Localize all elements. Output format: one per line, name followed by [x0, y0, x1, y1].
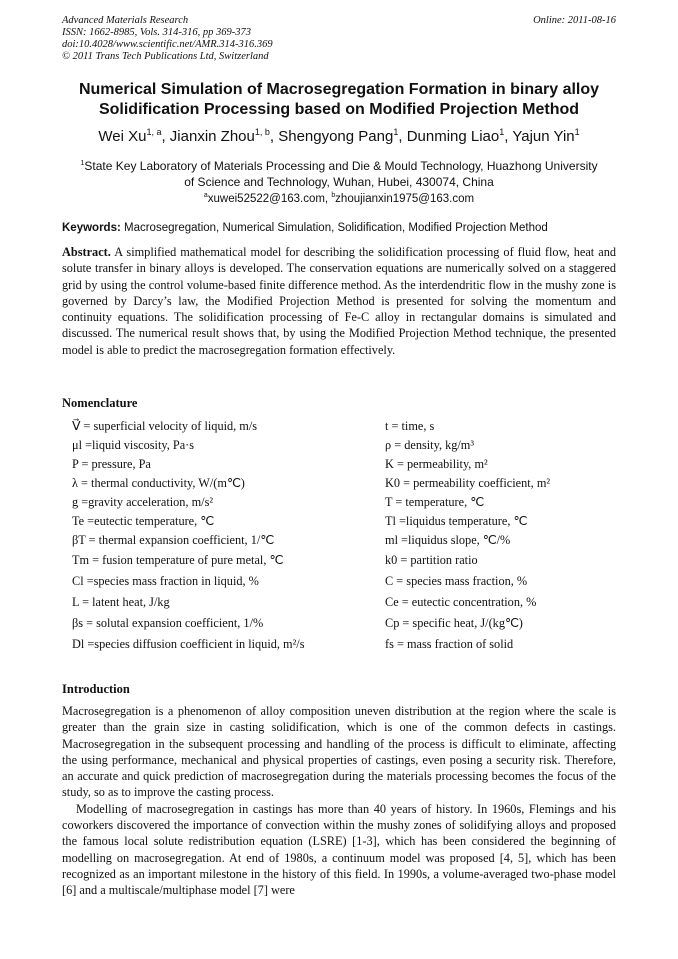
author-sup: 1, a: [146, 127, 162, 137]
online-date: Online: 2011-08-16: [533, 15, 616, 26]
introduction-heading: Introduction: [62, 682, 130, 696]
doi-line: doi:10.4028/www.scientific.net/AMR.314-316.369: [62, 39, 273, 50]
keywords: [62, 222, 616, 234]
email-b-sup: b: [331, 192, 336, 199]
author-emails: [62, 192, 616, 205]
title-line-2: Solidification Processing based on Modified Projection Method: [98, 101, 580, 118]
author-name: Shengyong Pang: [278, 128, 394, 145]
abstract-text: A simplified mathematical model for describing the solidification processing of fluid flow, heat and solute transfer in binary alloys is developed. The conservation equations are numerically solved on a staggered grid by using the control volume-based finite difference method. As the interdendritic flow in the mushy zone is governed by Darcy’s law, the Modified Projection Method is presented for solving the momentum and continuity equations. The solidification processing of Fe-C alloy in rectangular domains is simulated and discussed. The numerical result shows that, by using the Modified Projection Method technique, the presented model is able to predict the macrosegregation formation effectively.: [62, 245, 616, 357]
nomen-right: T = temperature, ℃: [385, 495, 485, 509]
abstract: [62, 244, 616, 358]
author-name: Jianxin Zhou: [169, 128, 255, 145]
nomen-left: μl =liquid viscosity, Pa·s: [72, 438, 195, 452]
nomenclature-row: [72, 595, 638, 615]
nomen-left: g =gravity acceleration, m/s²: [72, 495, 214, 509]
author-sup: 1: [574, 127, 580, 137]
nomen-right: t = time, s: [385, 419, 435, 433]
journal-name: Advanced Materials Research: [62, 15, 189, 26]
keywords-label: Keywords:: [62, 222, 121, 234]
nomen-left: V⃗ = superficial velocity of liquid, m/s: [72, 419, 258, 433]
nomen-left: Cl =species mass fraction in liquid, %: [72, 574, 259, 588]
nomen-right: K = permeability, m²: [385, 457, 488, 471]
author-sup: 1: [499, 127, 505, 137]
nomen-left: Te =eutectic temperature, ℃: [72, 514, 215, 528]
paper-title: [40, 80, 638, 120]
copyright-line: © 2011 Trans Tech Publications Ltd, Switzerland: [62, 51, 269, 62]
nomen-right: ρ = density, kg/m³: [385, 438, 475, 452]
author-sup: 1, b: [254, 127, 270, 137]
author-list: Wei Xu$^{1, a}$, Jianxin Zhou$^{1, b}$, Shengyong Pang$^1$, Dunming Liao$^1$, Yajun Yin$^1$: [98, 127, 580, 145]
nomenclature-row: [72, 419, 638, 439]
nomenclature-row: [72, 637, 638, 657]
email-a-sup: a: [203, 192, 208, 199]
nomenclature-row: [72, 438, 638, 458]
nomen-left: L = latent heat, J/kg: [72, 595, 170, 609]
nomenclature-row: [72, 553, 638, 573]
email-a[interactable]: xuwei52522@163.com,: [207, 192, 329, 205]
abstract-label: Abstract.: [62, 245, 111, 259]
nomen-left: βT = thermal expansion coefficient, 1/℃: [72, 533, 275, 547]
nomen-left: βs = solutal expansion coefficient, 1/%: [72, 616, 264, 630]
author-name: Dunming Liao: [406, 128, 500, 145]
email-b[interactable]: zhoujianxin1975@163.com: [335, 192, 475, 205]
nomen-right: K0 = permeability coefficient, m²: [385, 476, 551, 490]
nomen-left: P = pressure, Pa: [72, 457, 151, 471]
nomenclature-row: [72, 533, 638, 553]
nomen-right: fs = mass fraction of solid: [385, 637, 514, 651]
author-name: Wei Xu: [98, 128, 147, 145]
affiliation-line-2: of Science and Technology, Wuhan, Hubei, 430074, China: [184, 175, 494, 189]
nomenclature-row: [72, 495, 638, 515]
intro-paragraph-2: Modelling of macrosegregation in castings has more than 40 years of history. In 1960s, Flemings and his coworkers discovered the importance of convection within the mushy zones of solidifying alloys and proposed the famous local solute redistribution equation (LSRE) [1-3], which has been considered the beginning of modelling on macrosegregation. At end of 1980s, a continuum model was proposed [4, 5], which has been recognized as an important milestone in the history of this field. In 1990s, a volume-averaged two-phase model [6] and a multiscale/multiphase model [7] were: [62, 801, 616, 898]
issn-line: ISSN: 1662-8985, Vols. 314-316, pp 369-373: [62, 27, 251, 38]
nomenclature-row: [72, 457, 638, 477]
nomen-right: Tl =liquidus temperature, ℃: [385, 514, 528, 528]
nomenclature-heading: Nomenclature: [62, 396, 138, 410]
author-sup: 1: [393, 127, 399, 137]
affiliation-sup: 1: [80, 158, 85, 167]
intro-paragraph-1: Macrosegregation is a phenomenon of alloy composition uneven distribution at the region where the scale is greater than the grain size in casting solidification, which is one of the common defects in castings. Macrosegregation in the subsequent processing and handling of the process is difficult to eliminate, affecting the using performance, mechanical and physical properties of castings, even posing a security risk. Therefore, an accurate and quick prediction of macrosegregation during the materials processing becomes the focus of the study, so as to improve the casting process.: [62, 704, 616, 800]
nomen-left: λ = thermal conductivity, W/(m℃): [72, 476, 245, 490]
nomen-left: Tm = fusion temperature of pure metal, ℃: [72, 553, 284, 567]
keywords-text: Macrosegregation, Numerical Simulation, Solidification, Modified Projection Method: [124, 222, 548, 234]
affiliation-line-1: State Key Laboratory of Materials Processing and Die & Mould Technology, Huazhong University: [84, 159, 598, 173]
affiliation: [62, 155, 616, 190]
nomen-right: ml =liquidus slope, ℃/%: [385, 533, 511, 547]
nomen-left: Dl =species diffusion coefficient in liquid, m²/s: [72, 637, 305, 651]
nomen-right: Ce = eutectic concentration, %: [385, 595, 537, 609]
nomen-right: k0 = partition ratio: [385, 553, 478, 567]
introduction-body: [62, 703, 616, 899]
nomen-right: Cp = specific heat, J/(kg℃): [385, 616, 523, 630]
running-header: [62, 15, 616, 63]
title-line-1: Numerical Simulation of Macrosegregation Formation in binary alloy: [78, 81, 600, 98]
nomenclature-row: [72, 476, 638, 496]
author-name: Yajun Yin: [512, 128, 575, 145]
nomenclature-row: [72, 514, 638, 534]
nomenclature-row: [72, 574, 638, 594]
nomen-right: C = species mass fraction, %: [385, 574, 528, 588]
nomenclature-row: [72, 616, 638, 636]
